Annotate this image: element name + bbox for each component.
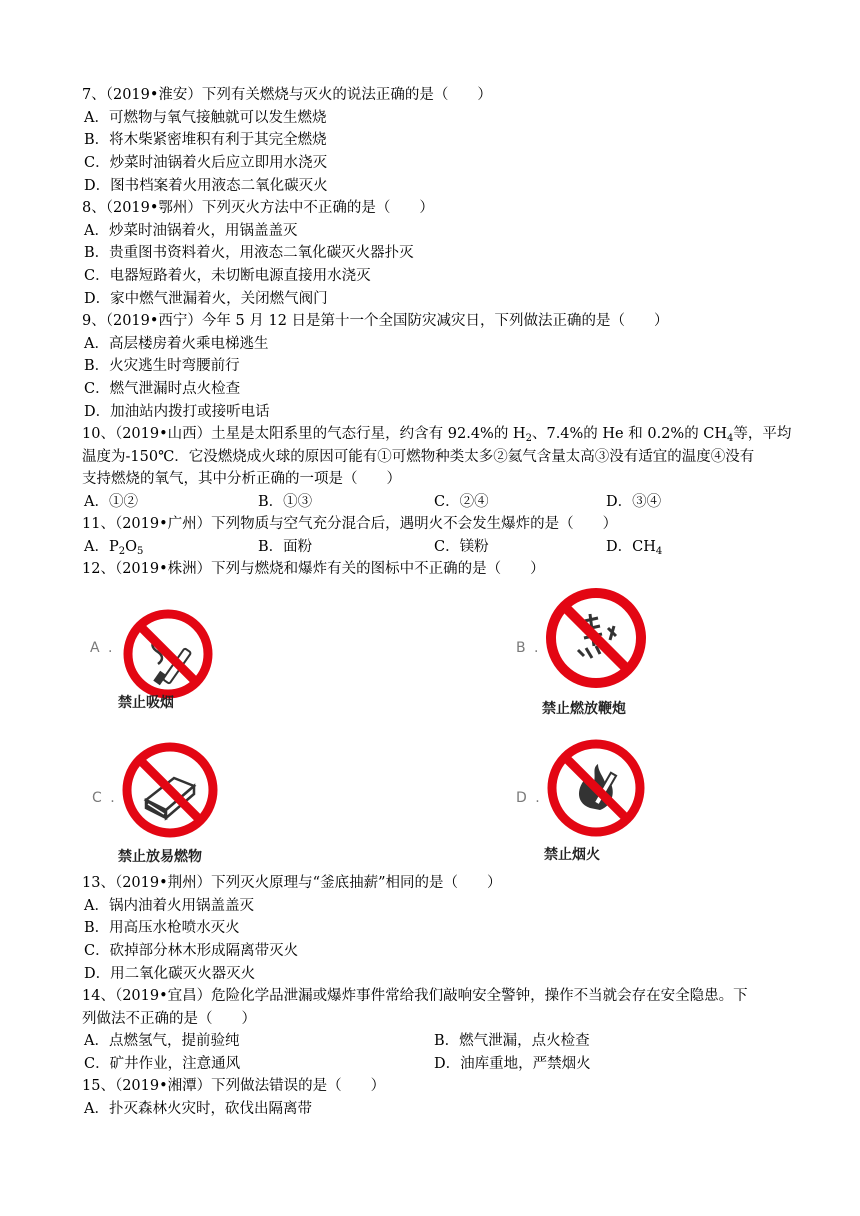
- question-13-option-d: D．用二氧化碳灭火器灭火: [84, 966, 256, 982]
- question-11-option-b: B．面粉: [258, 539, 313, 555]
- sign-c-letter: C .: [92, 790, 117, 806]
- question-15-option-a: A．扑灭森林火灾时，砍伐出隔离带: [84, 1101, 312, 1117]
- question-13-option-b: B．用高压水枪喷水灭火: [84, 920, 240, 936]
- question-12-stem: 12、（2019•株洲）下列与燃烧和爆炸有关的图标中不正确的是（ ）: [82, 561, 545, 577]
- question-8-option-a: A．炒菜时油锅着火，用锅盖盖灭: [84, 223, 298, 239]
- sign-d-caption: 禁止烟火: [544, 847, 600, 863]
- question-10-option-b: B．①③: [258, 494, 313, 510]
- question-10-stem-line-2: 温度为-150℃．它没燃烧成火球的原因可能有①可燃物种类太多②氦气含量太高③没有适宜的温度④没有: [82, 449, 755, 465]
- no-firecrackers-icon: [542, 584, 662, 704]
- question-10-option-c: C．②④: [434, 494, 489, 510]
- no-flammables-icon: [118, 738, 238, 858]
- question-14-stem-line-2: 列做法不正确的是（ ）: [82, 1011, 256, 1027]
- question-11-option-c: C．镁粉: [434, 539, 489, 555]
- question-14-stem-line-1: 14、（2019•宜昌）危险化学品泄漏或爆炸事件常给我们敲响安全警钟，操作不当就会存在安全隐患。下: [82, 988, 748, 1004]
- sign-c-caption: 禁止放易燃物: [118, 849, 202, 865]
- question-11-option-d: D．$CH_4$: [606, 539, 663, 557]
- question-7-option-b: B．将木柴紧密堆积有利于其完全燃烧: [84, 132, 327, 148]
- sign-a-caption: 禁止吸烟: [118, 695, 174, 711]
- question-10-stem-line-1: 10、（2019•山西）土星是太阳系里的气态行星，约含有 92.4%的 $H_2$、7.4%的 He 和 0.2%的 $CH_4$等，平均: [82, 426, 792, 444]
- question-8-option-d: D．家中燃气泄漏着火，关闭燃气阀门: [84, 291, 328, 307]
- question-7-option-c: C．炒菜时油锅着火后应立即用水浇灭: [84, 155, 328, 171]
- question-14-option-b: B．燃气泄漏，点火检查: [434, 1033, 590, 1049]
- question-13-stem: 13、（2019•荆州）下列灭火原理与“釜底抽薪”相同的是（ ）: [82, 875, 502, 891]
- question-15-stem: 15、（2019•湘潭）下列做法错误的是（ ）: [82, 1078, 386, 1094]
- question-8-option-c: C．电器短路着火，未切断电源直接用水浇灭: [84, 268, 371, 284]
- question-10-stem-line-3: 支持燃烧的氧气，其中分析正确的一项是（ ）: [82, 471, 401, 487]
- question-9-stem: 9、（2019•西宁）今年 5 月 12 日是第十一个全国防灾减灾日，下列做法正确的是（ ）: [82, 313, 669, 329]
- question-13-option-c: C．砍掉部分林木形成隔离带灭火: [84, 943, 299, 959]
- question-10-option-a: A．①②: [84, 494, 138, 510]
- question-13-option-a: A．锅内油着火用锅盖盖灭: [84, 898, 254, 914]
- question-11-stem: 11、（2019•广州）下列物质与空气充分混合后，遇明火不会发生爆炸的是（ ）: [82, 516, 618, 532]
- question-14-option-c: C．矿井作业，注意通风: [84, 1056, 241, 1072]
- question-14-option-d: D．油库重地，严禁烟火: [434, 1056, 591, 1072]
- question-9-option-a: A．高层楼房着火乘电梯逃生: [84, 336, 269, 352]
- question-7-option-d: D．图书档案着火用液态二氧化碳灭火: [84, 178, 328, 194]
- question-8-option-b: B．贵重图书资料着火，用液态二氧化碳灭火器扑灭: [84, 245, 414, 261]
- question-9-option-b: B．火灾逃生时弯腰前行: [84, 358, 240, 374]
- question-11-option-a: A．$P_2O_5$: [84, 539, 144, 557]
- no-open-flame-icon: [544, 736, 664, 856]
- question-14-option-a: A．点燃氢气，提前验纯: [84, 1033, 240, 1049]
- question-7-stem: 7、（2019•淮安）下列有关燃烧与灭火的说法正确的是（ ）: [82, 87, 492, 103]
- question-10-option-d: D．③④: [606, 494, 662, 510]
- question-7-option-a: A．可燃物与氧气接触就可以发生燃烧: [84, 110, 327, 126]
- sign-b-letter: B .: [516, 640, 541, 656]
- question-9-option-d: D．加油站内拨打或接听电话: [84, 404, 270, 420]
- sign-d-letter: D .: [516, 790, 542, 806]
- sign-b-caption: 禁止燃放鞭炮: [542, 701, 626, 717]
- question-8-stem: 8、（2019•鄂州）下列灭火方法中不正确的是（ ）: [82, 200, 434, 216]
- question-9-option-c: C．燃气泄漏时点火检查: [84, 381, 241, 397]
- sign-a-letter: A .: [90, 640, 115, 656]
